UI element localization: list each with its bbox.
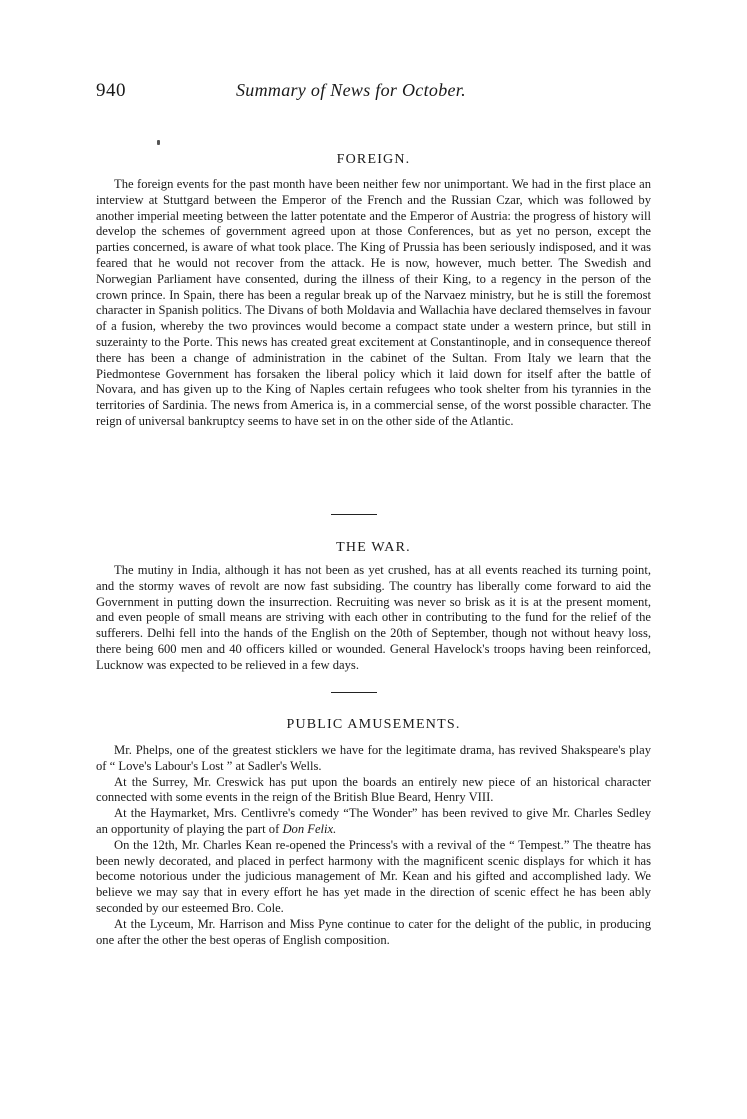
section-heading-foreign: FOREIGN.	[336, 152, 411, 167]
section-body-foreign	[96, 177, 651, 430]
section-body-public-amusements	[96, 743, 651, 948]
section-divider	[331, 692, 377, 693]
running-header	[96, 80, 651, 108]
section-body-the-war	[96, 563, 651, 674]
running-title: Summary of News for October.	[236, 80, 466, 100]
paragraph: The mutiny in India, although it has not been as yet crushed, has at all events reached its turning point, and the stormy waves of revolt are now fast subsiding. The country has liberally come forward to aid the Government in putting down the insurrection. Recruiting was never so brisk as it is at the present moment, and even people of small means are striving with each other in contributing to the fund for the relief of the sufferers. Delhi fell into the hands of the English on the 20th of September, though not without heavy loss, there being 600 men and 40 officers killed or wounded. General Havelock's troops having been reinforced, Lucknow was expected to be relieved in a few days.	[96, 563, 651, 672]
section-heading-the-war: THE WAR.	[336, 540, 411, 555]
paragraph: Mr. Phelps, one of the greatest sticklers we have for the legitimate drama, has revived Shakspeare's play of “ Love's Labour's Lost ” at Sadler's Wells.	[96, 743, 651, 773]
paragraph: The foreign events for the past month have been neither few nor unimportant. We had in the first place an interview at Stuttgard between the Emperor of the French and the Russian Czar, which was followed by another imperial meeting between the latter potentate and the Emperor of Austria: the progress of history will develop the schemes of government agreed upon at those Conferences, but as yet no person, except the parties concerned, is aware of what took place. The King of Prussia has been seriously indisposed, and it was feared that he would not recover from the attack. He is now, however, much better. The Swedish and Norwegian Parliament have consented, during the illness of their King, to a regency in the person of the crown prince. In Spain, there has been a regular break up of the Narvaez ministry, but he is still the foremost character in Spanish politics. The Divans of both Moldavia and Wallachia have declared themselves in favour of a fusion, whereby the two provinces would become a compact state under a western prince, but still in suzerainty to the Porte. This news has created great excitement at Constantinople, and in consequence thereof there has been a change of administration in the cabinet of the Sultan. From Italy we learn that the Piedmontese Government has forsaken the liberal policy which it laid down for itself after the battle of Novara, and has given up to the King of Naples certain refugees who took shelter from his tyrannies in the territories of Sardinia. The news from America is, in a commercial sense, of the worst possible character. The reign of universal bankruptcy seems to have set in on the other side of the Atlantic.	[96, 177, 651, 428]
paragraph-text: At the Haymarket, Mrs. Centlivre's comedy “The Wonder” has been revived to give Mr. Charles Sedley an opportunity of playing the part of	[96, 806, 651, 836]
paragraph	[96, 806, 651, 838]
stray-ink-mark	[157, 140, 160, 145]
section-divider	[331, 514, 377, 515]
paragraph: On the 12th, Mr. Charles Kean re-opened the Princess's with a revival of the “ Tempest.” The theatre has been newly decorated, and placed in perfect harmony with the magnificent scenic displays for which it has become notorious under the judicious management of Mr. Kean and his gifted and accomplished lady. We believe we may say that in every effort he has yet made in the direction of scenic effect he has been ably seconded by our esteemed Bro. Cole.	[96, 837, 651, 915]
section-heading-public-amusements: PUBLIC AMUSEMENTS.	[286, 717, 461, 732]
role-name: Don Felix.	[282, 821, 337, 836]
paragraph: At the Lyceum, Mr. Harrison and Miss Pyne continue to cater for the delight of the public, in producing one after the other the best operas of English composition.	[96, 916, 651, 947]
page-number: 940	[96, 80, 126, 101]
paragraph: At the Surrey, Mr. Creswick has put upon the boards an entirely new piece of an historical character connected with some events in the reign of the British Blue Beard, Henry VIII.	[96, 774, 651, 805]
